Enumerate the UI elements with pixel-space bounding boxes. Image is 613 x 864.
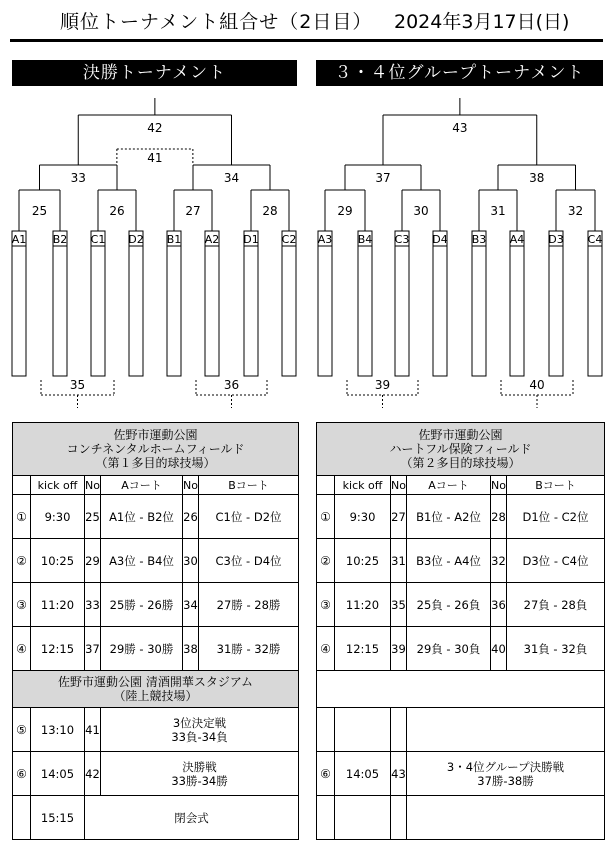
team-label: B4	[357, 233, 373, 246]
team-label: A3	[317, 233, 333, 246]
team-label: C3	[394, 233, 410, 246]
page-title: 順位トーナメント組合せ（2日目）	[60, 11, 373, 33]
table-row	[317, 708, 605, 752]
team-label: D2	[128, 233, 144, 246]
match-number: 43	[452, 121, 468, 135]
table-row	[317, 796, 605, 840]
venue-header: 佐野市運動公園 ハートフル保険フィールド （第２多目的球技場）	[317, 423, 605, 476]
match-number: 32	[567, 204, 584, 218]
match-number: 33	[70, 171, 86, 185]
third-fourth-tournament-banner: ３・４位グループトーナメント	[316, 60, 603, 86]
table-row: ③ 11:20 35 25負 - 26負 36 27負 - 28負	[317, 583, 605, 627]
team-slot	[395, 231, 409, 376]
consolation-number: 39	[374, 378, 391, 392]
table-row: ⑥ 14:05 43 3・4位グループ決勝戦 37勝-38勝	[317, 752, 605, 796]
table-row: ① 9:30 25 A1位 - B2位 26 C1位 - D2位	[13, 495, 299, 539]
team-slot	[472, 231, 486, 376]
match-number: 30	[413, 204, 429, 218]
third-place-number: 41	[147, 151, 163, 165]
team-slot	[12, 231, 26, 376]
table-row: ① 9:30 27 B1位 - A2位 28 D1位 - C2位	[317, 495, 605, 539]
left-schedule-table	[12, 422, 299, 840]
table-row: ④ 12:15 37 29勝 - 30勝 38 31勝 - 32勝	[13, 627, 299, 671]
table-row: 15:15 閉会式	[13, 796, 299, 840]
table-row: ② 10:25 29 A3位 - B4位 30 C3位 - D4位	[13, 539, 299, 583]
match-number: 31	[490, 204, 506, 218]
right-schedule-table	[316, 422, 605, 840]
team-label: C1	[90, 233, 106, 246]
match-number: 29	[337, 204, 353, 218]
column-headers: kick off No Aコート No Bコート	[13, 476, 299, 495]
match-number: 25	[31, 204, 48, 218]
tournament-brackets	[0, 0, 613, 420]
team-slot	[91, 231, 105, 376]
match-number: 37	[375, 171, 391, 185]
team-label: C4	[587, 233, 603, 246]
team-slot	[433, 231, 447, 376]
consolation-number: 35	[69, 378, 86, 392]
match-number: 27	[185, 204, 201, 218]
team-slot	[244, 231, 258, 376]
match-number: 34	[223, 171, 240, 185]
team-label: B3	[471, 233, 487, 246]
team-label: A2	[204, 233, 220, 246]
team-label: B1	[166, 233, 182, 246]
team-slot	[167, 231, 181, 376]
team-slot	[205, 231, 219, 376]
team-label: A4	[509, 233, 525, 246]
table-row: ⑤ 13:10 41 3位決定戦 33負-34負	[13, 708, 299, 752]
event-date: 2024年3月17日(日)	[394, 11, 570, 33]
table-row: ② 10:25 31 B3位 - A4位 32 D3位 - C4位	[317, 539, 605, 583]
table-row: ⑥ 14:05 42 決勝戦 33勝-34勝	[13, 752, 299, 796]
venue-header: 佐野市運動公園 コンチネンタルホームフィールド （第１多目的球技場）	[13, 423, 299, 476]
column-headers: kick off No Aコート No Bコート	[317, 476, 605, 495]
match-number: 42	[147, 121, 163, 135]
team-label: D1	[243, 233, 259, 246]
team-slot	[282, 231, 296, 376]
consolation-number: 36	[223, 378, 240, 392]
team-slot	[588, 231, 602, 376]
match-number: 28	[262, 204, 278, 218]
team-slot	[549, 231, 563, 376]
team-label: D3	[548, 233, 564, 246]
empty-venue-row	[317, 671, 605, 708]
team-label: B2	[52, 233, 68, 246]
match-number: 38	[529, 171, 545, 185]
consolation-number: 40	[529, 378, 545, 392]
match-number: 26	[109, 204, 125, 218]
team-slot	[358, 231, 372, 376]
team-label: A1	[11, 233, 27, 246]
stadium-header: 佐野市運動公園 清酒開華スタジアム （陸上競技場）	[13, 671, 299, 708]
team-slot	[510, 231, 524, 376]
table-row: ③ 11:20 33 25勝 - 26勝 34 27勝 - 28勝	[13, 583, 299, 627]
final-tournament-banner: 決勝トーナメント	[12, 60, 297, 86]
team-slot	[53, 231, 67, 376]
team-label: C2	[281, 233, 297, 246]
team-slot	[129, 231, 143, 376]
team-label: D4	[432, 233, 448, 246]
table-row: ④ 12:15 39 29負 - 30負 40 31負 - 32負	[317, 627, 605, 671]
team-slot	[318, 231, 332, 376]
